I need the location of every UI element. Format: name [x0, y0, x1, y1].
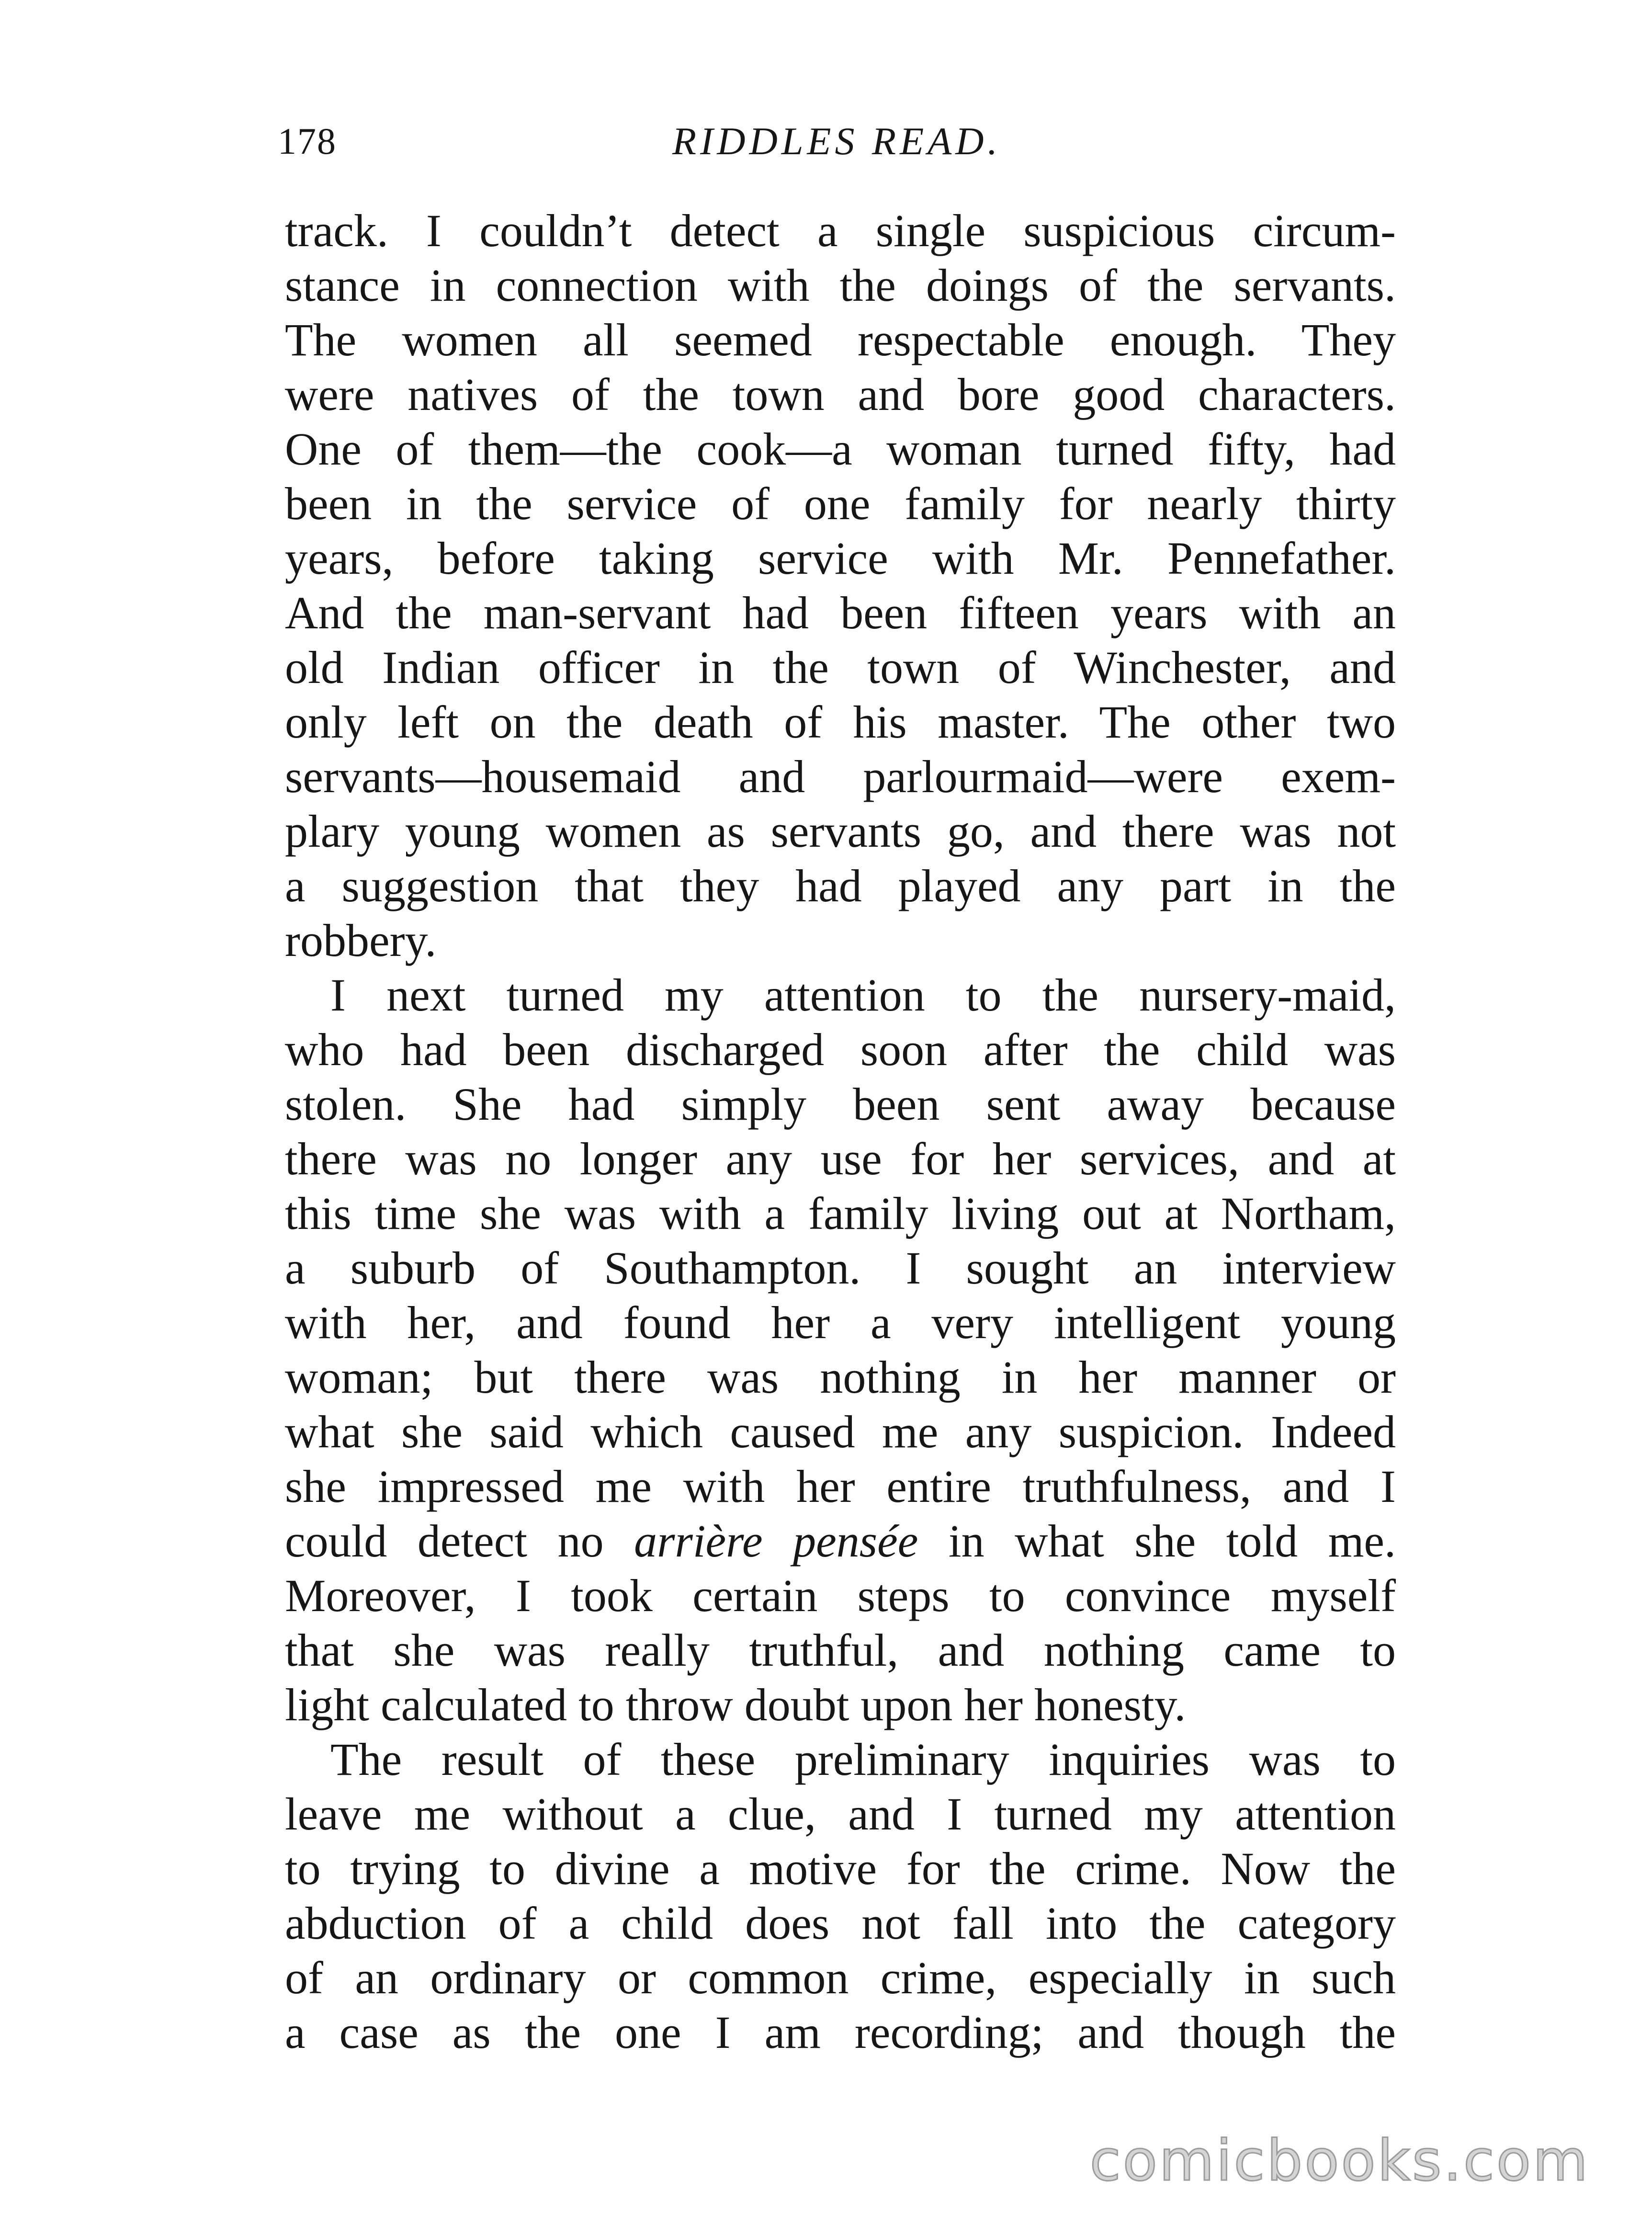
- text-line: plary young women as servants go, and there was not: [285, 806, 1396, 857]
- text-line: stance in connection with the doings of the servants.: [285, 260, 1396, 311]
- text-line: woman; but there was nothing in her manner or: [285, 1352, 1396, 1403]
- text-line: leave me without a clue, and I turned my attention: [285, 1788, 1396, 1840]
- text-run: could detect no: [285, 1515, 634, 1567]
- text-line: this time she was with a family living out at Northam,: [285, 1188, 1396, 1239]
- text-line: who had been discharged soon after the child was: [285, 1024, 1396, 1075]
- text-line-with-italic: [285, 1514, 1396, 1568]
- text-line: to trying to divine a motive for the crime. Now the: [285, 1843, 1396, 1894]
- text-run: in what she told me.: [918, 1515, 1396, 1567]
- text-line: old Indian officer in the town of Winchester, and: [285, 642, 1396, 693]
- paragraph: [285, 968, 1396, 1732]
- text-line: a suburb of Southampton. I sought an interview: [285, 1242, 1396, 1294]
- text-line: robbery.: [285, 915, 437, 966]
- page-header: [278, 115, 1396, 168]
- text-line: Moreover, I took certain steps to convince myself: [285, 1570, 1396, 1621]
- text-line: The women all seemed respectable enough. They: [285, 314, 1396, 365]
- text-line: light calculated to throw doubt upon her honesty.: [285, 1679, 1186, 1730]
- body-text: [285, 204, 1396, 2060]
- paragraph: [285, 1732, 1396, 2060]
- text-line: she impressed me with her entire truthfulness, and I: [285, 1461, 1396, 1512]
- text-line: that she was really truthful, and nothing came to: [285, 1625, 1396, 1676]
- running-head: RIDDLES READ.: [672, 119, 1001, 163]
- text-line: a case as the one I am recording; and though the: [285, 2007, 1396, 2058]
- page-number: 178: [278, 120, 337, 162]
- watermark: comicbooks.com: [1089, 2127, 1590, 2193]
- text-line: track. I couldn’t detect a single suspicious circum-: [285, 205, 1396, 256]
- text-line: of an ordinary or common crime, especially in such: [285, 1952, 1396, 2003]
- text-line: with her, and found her a very intelligent young: [285, 1297, 1396, 1348]
- text-line: been in the service of one family for nearly thirty: [285, 478, 1396, 529]
- text-line: I next turned my attention to the nursery-maid,: [330, 969, 1396, 1021]
- text-line: The result of these preliminary inquiries was to: [330, 1734, 1396, 1785]
- text-line: what she said which caused me any suspicion. Indeed: [285, 1406, 1396, 1457]
- paragraph: [285, 204, 1396, 968]
- text-line: there was no longer any use for her services, and at: [285, 1133, 1396, 1184]
- text-line: One of them—the cook—a woman turned fifty, had: [285, 423, 1396, 475]
- text-line: a suggestion that they had played any part in the: [285, 860, 1396, 911]
- text-line: were natives of the town and bore good characters.: [285, 369, 1396, 420]
- text-line: years, before taking service with Mr. Pennefather.: [285, 533, 1396, 584]
- italic-phrase: arrière pensée: [634, 1515, 918, 1567]
- text-line: abduction of a child does not fall into the category: [285, 1897, 1396, 1949]
- text-line: servants—housemaid and parlourmaid—were exem-: [285, 751, 1396, 802]
- text-line: And the man-servant had been fifteen years with an: [285, 587, 1396, 638]
- text-line: only left on the death of his master. The other two: [285, 696, 1396, 748]
- text-line: stolen. She had simply been sent away because: [285, 1079, 1396, 1130]
